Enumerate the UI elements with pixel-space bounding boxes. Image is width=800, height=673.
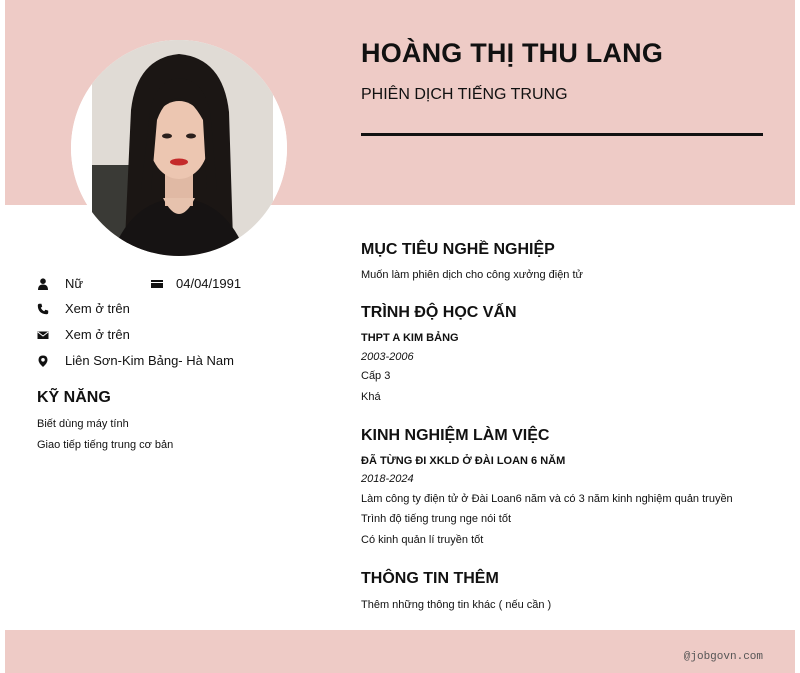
phone-value: Xem ở trên — [65, 301, 130, 316]
gender-value: Nữ — [65, 276, 84, 291]
education-level: Cấp 3 — [361, 370, 391, 382]
experience-detail: Làm công ty điện tử ở Đài Loan6 năm và có 3 năm kinh nghiệm quản truyền — [361, 493, 733, 505]
skill-item: Biết dùng máy tính — [37, 418, 129, 430]
experience-heading: KINH NGHIỆM LÀM VIỆC — [361, 427, 550, 444]
envelope-icon — [37, 329, 49, 341]
education-heading: TRÌNH ĐỘ HỌC VẤN — [361, 304, 517, 321]
objective-heading: MỤC TIÊU NGHỀ NGHIỆP — [361, 241, 555, 258]
additional-info-text: Thêm những thông tin khác ( nếu cần ) — [361, 599, 552, 611]
education-period: 2003-2006 — [361, 351, 414, 363]
header-divider — [361, 133, 763, 136]
address-value: Liên Sơn-Kim Bảng- Hà Nam — [65, 353, 234, 368]
profile-photo — [71, 40, 287, 256]
experience-detail: Trình độ tiếng trung nge nói tốt — [361, 513, 512, 525]
skill-item: Giao tiếp tiếng trung cơ bản — [37, 439, 174, 451]
objective-text: Muốn làm phiên dịch cho công xưởng điện tử — [361, 269, 583, 281]
phone-icon — [37, 303, 49, 315]
job-title: PHIÊN DỊCH TIẾNG TRUNG — [361, 86, 568, 103]
candidate-name: HOÀNG THỊ THU LANG — [361, 38, 664, 68]
education-grade: Khá — [361, 391, 381, 403]
experience-detail: Có kinh quản lí truyền tốt — [361, 534, 484, 546]
footer-watermark: @jobgovn.com — [683, 651, 763, 663]
additional-info-heading: THÔNG TIN THÊM — [361, 570, 499, 587]
calendar-icon — [151, 278, 163, 290]
experience-role: ĐÃ TỪNG ĐI XKLD Ở ĐÀI LOAN 6 NĂM — [361, 455, 566, 467]
person-icon — [37, 278, 49, 290]
experience-period: 2018-2024 — [361, 473, 414, 485]
education-school: THPT A KIM BẢNG — [361, 332, 459, 344]
location-pin-icon — [37, 355, 49, 367]
email-value: Xem ở trên — [65, 327, 130, 342]
footer-band — [5, 630, 795, 673]
skills-heading: KỸ NĂNG — [37, 389, 111, 406]
birthdate-value: 04/04/1991 — [176, 276, 242, 291]
